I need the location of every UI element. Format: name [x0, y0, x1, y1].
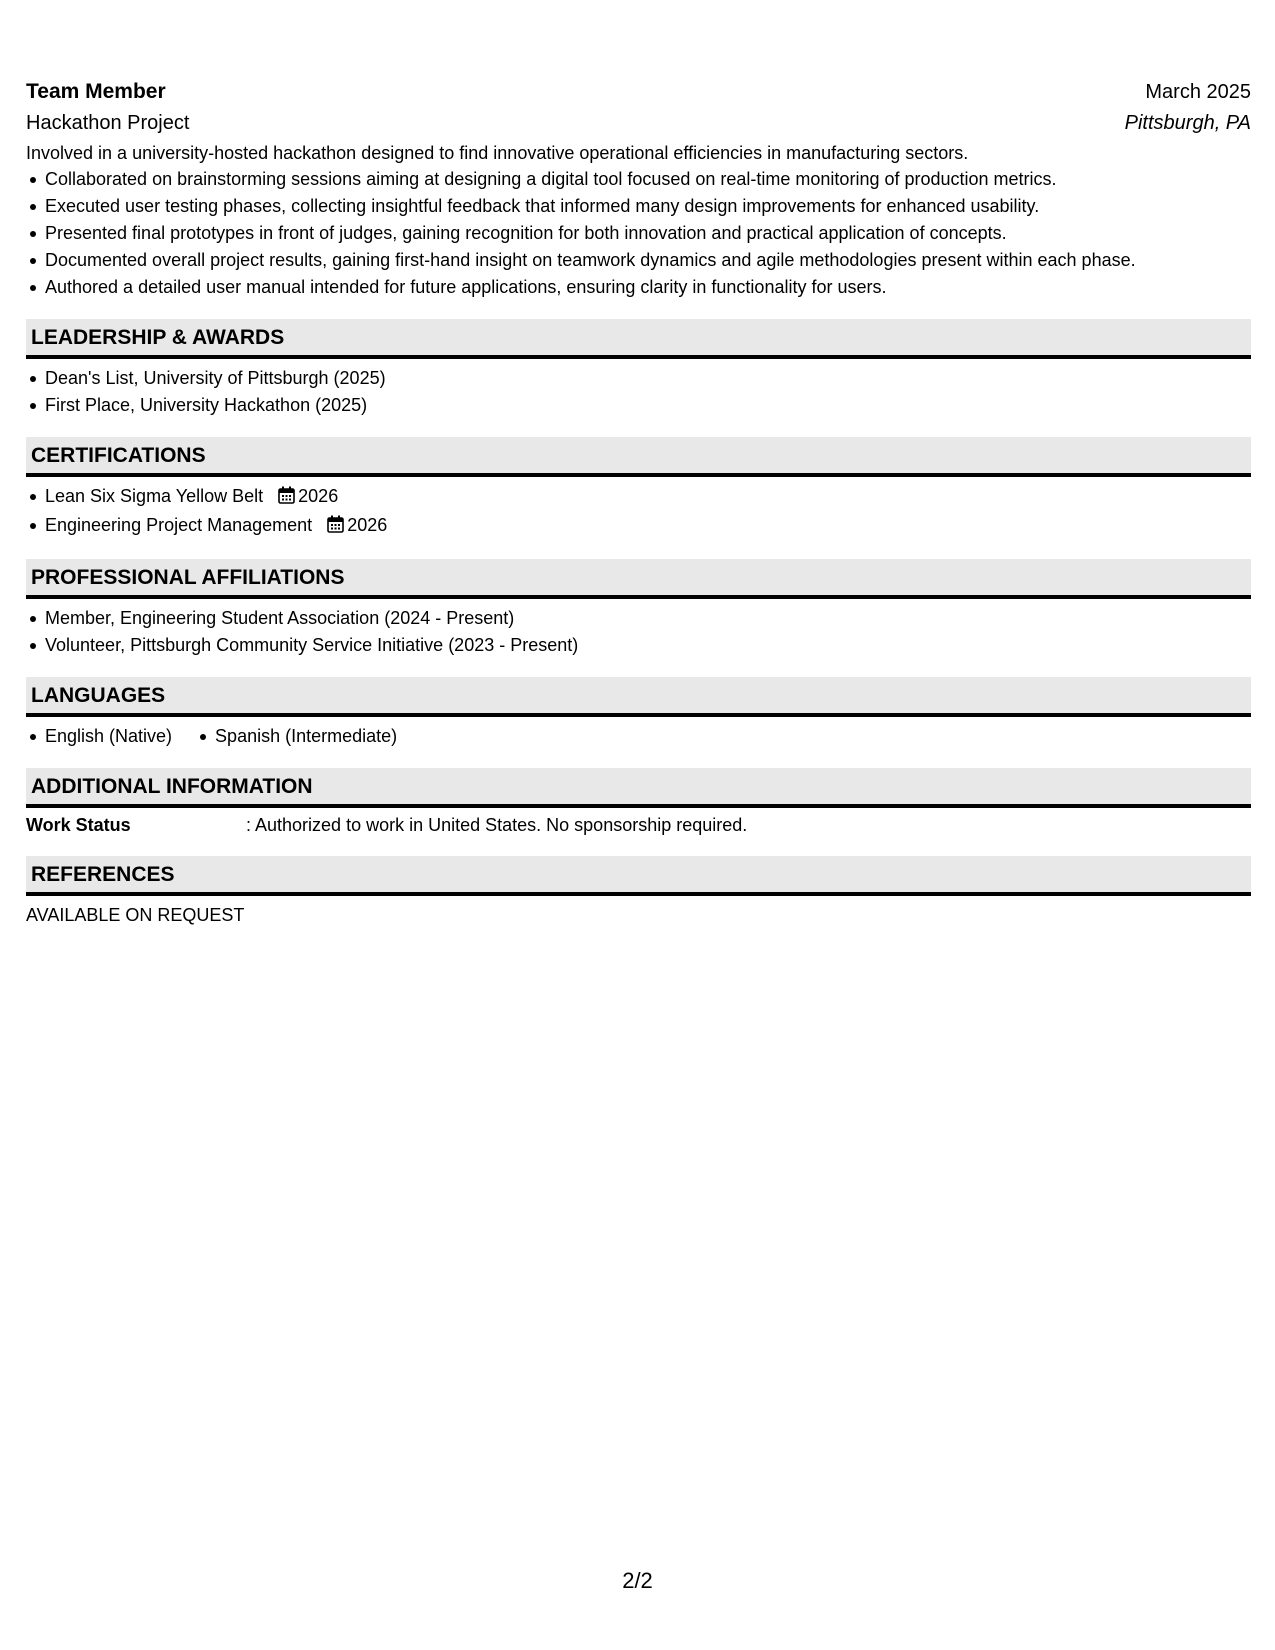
experience-bullet: Executed user testing phases, collecting insightful feedback that informed many design improvements for enhanced usability. [26, 193, 1251, 220]
affiliations-list [26, 605, 1251, 659]
languages-section-header [26, 677, 1251, 717]
additional-section [26, 768, 1251, 838]
leadership-list [26, 365, 1251, 419]
section-title: ADDITIONAL INFORMATION [31, 775, 313, 798]
experience-subheader [26, 108, 1251, 138]
affiliation-item: Volunteer, Pittsburgh Community Service Initiative (2023 - Present) [26, 632, 1251, 659]
section-title: REFERENCES [31, 863, 175, 886]
language-item: Spanish (Intermediate) [196, 723, 397, 750]
certification-name: Engineering Project Management [45, 515, 313, 535]
language-item: English (Native) [26, 723, 172, 750]
experience-summary: Involved in a university-hosted hackathon designed to find innovative operational efficiencies in manufacturing sectors. [26, 143, 969, 163]
certification-year: 2026 [347, 515, 388, 535]
section-title: LEADERSHIP & AWARDS [31, 326, 285, 349]
experience-role: Team Member [26, 80, 166, 103]
work-status-row [26, 812, 1251, 838]
experience-date: March 2025 [1145, 81, 1251, 103]
leadership-item: Dean's List, University of Pittsburgh (2025) [26, 365, 1251, 392]
section-title: PROFESSIONAL AFFILIATIONS [31, 566, 345, 589]
section-title: LANGUAGES [31, 684, 166, 707]
references-section [26, 856, 1251, 928]
resume-page [26, 76, 1251, 928]
additional-section-header [26, 768, 1251, 808]
references-text: AVAILABLE ON REQUEST [26, 905, 245, 925]
affiliations-section [26, 559, 1251, 659]
certifications-section-header [26, 437, 1251, 477]
experience-bullet: Collaborated on brainstorming sessions aiming at designing a digital tool focused on real-time monitoring of production metrics. [26, 166, 1251, 193]
experience-location: Pittsburgh, PA [1124, 112, 1251, 134]
languages-list [26, 723, 1251, 750]
affiliation-item: Member, Engineering Student Association (2024 - Present) [26, 605, 1251, 632]
certification-item [26, 512, 1251, 541]
calendar-icon [278, 485, 295, 512]
page-number: 2/2 [622, 1568, 653, 1593]
experience-bullet-list [26, 166, 1251, 301]
section-title: CERTIFICATIONS [31, 444, 206, 467]
languages-section [26, 677, 1251, 750]
work-status-label: Work Status [26, 815, 131, 835]
certifications-list [26, 483, 1251, 541]
leadership-section [26, 319, 1251, 419]
calendar-icon [327, 514, 344, 541]
work-status-value: : Authorized to work in United States. No sponsorship required. [246, 815, 748, 835]
experience-bullet: Authored a detailed user manual intended for future applications, ensuring clarity in functionality for users. [26, 274, 1251, 301]
experience-project: Hackathon Project [26, 112, 190, 134]
experience-bullet: Presented final prototypes in front of judges, gaining recognition for both innovation and practical application of concepts. [26, 220, 1251, 247]
leadership-section-header [26, 319, 1251, 359]
certification-item [26, 483, 1251, 512]
experience-entry [26, 76, 1251, 301]
affiliations-section-header [26, 559, 1251, 599]
certification-year: 2026 [298, 486, 339, 506]
certification-name: Lean Six Sigma Yellow Belt [45, 486, 264, 506]
leadership-item: First Place, University Hackathon (2025) [26, 392, 1251, 419]
experience-header [26, 76, 1251, 108]
references-section-header [26, 856, 1251, 896]
experience-bullet: Documented overall project results, gaining first-hand insight on teamwork dynamics and agile methodologies present within each phase. [26, 247, 1251, 274]
certifications-section [26, 437, 1251, 541]
